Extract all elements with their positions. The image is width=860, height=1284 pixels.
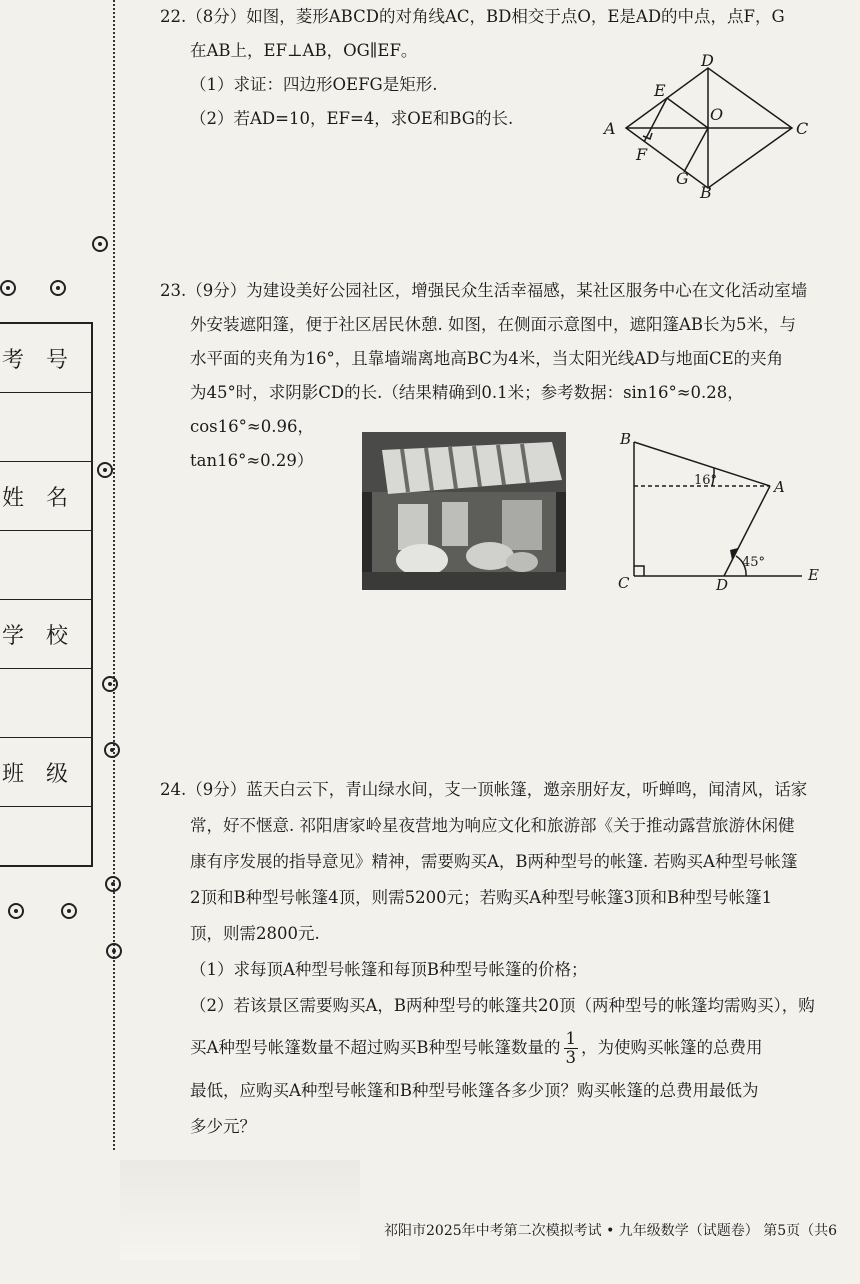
q23-line: tan16°≈0.29） (190, 451, 314, 470)
school-blank (0, 669, 91, 738)
binding-hole-icon (106, 943, 122, 959)
q23-line: 23.（9分）为建设美好公园社区，增强民众生活幸福感，某社区服务中心在文化活动室墙 (160, 281, 808, 300)
q24-part2: （2）若该景区需要购买A，B两种型号的帐篷共20顶（两种型号的帐篷均需购买），购 (190, 996, 815, 1015)
frac-denominator: 3 (565, 1048, 577, 1067)
label-f: F (636, 145, 648, 164)
label-e: E (808, 566, 819, 584)
label-d: D (716, 576, 729, 594)
q24-part2d: 多少元？ (190, 1117, 256, 1136)
q24-line: 24.（9分）蓝天白云下，青山绿水间，支一顶帐篷，邀亲朋好友，听蝉鸣，闻清风，话家 (160, 780, 808, 799)
q24-line: 常，好不惬意. 祁阳唐家岭星夜营地为响应文化和旅游部《关于推动露营旅游休闲健 (190, 816, 795, 835)
fraction-one-third (564, 1030, 579, 1067)
q24-line: 康有序发展的指导意见》精神，需要购买A，B两种型号的帐篷. 若购买A种型号帐篷 (190, 852, 798, 871)
label-d: D (701, 51, 714, 70)
segment-og (684, 128, 708, 172)
angle-45-label: 45° (742, 555, 766, 570)
class-blank (0, 807, 91, 876)
q23-line: 外安装遮阳篷，便于社区居民休憩. 如图，在侧面示意图中，遮阳篷AB长为5米，与 (190, 315, 797, 334)
q22-line: 在AB上，EF⊥AB，OG∥EF。 (190, 41, 418, 60)
binding-hole-icon (102, 676, 118, 692)
q22-line: 22.（8分）如图，菱形ABCD的对角线AC，BD相交于点O，E是AD的中点，点F，G (160, 7, 785, 26)
binding-hole-icon (50, 280, 66, 296)
segment-eo (667, 98, 708, 128)
school-field: 学校 (0, 600, 91, 669)
binding-hole-icon (61, 903, 77, 919)
label-e: E (654, 81, 666, 100)
q24-line: 顶，则需2800元. (190, 924, 320, 943)
q24-part2-line2 (160, 1030, 824, 1067)
right-angle-c (634, 566, 644, 576)
q24-part1: （1）求每顶A种型号帐篷和每顶B种型号帐篷的价格； (190, 960, 588, 979)
label-a: A (604, 119, 616, 138)
q23-line: 水平面的夹角为16°，且靠墙端离地高BC为4米，当太阳光线AD与地面CE的夹角 (190, 349, 784, 368)
q24-part2c: 最低，应购买A种型号帐篷和B种型号帐篷各多少顶？购买帐篷的总费用最低为 (190, 1081, 759, 1100)
name-blank (0, 531, 91, 600)
binding-hole-icon (105, 876, 121, 892)
student-info-box (0, 322, 93, 867)
label-g: G (676, 169, 689, 188)
binding-dotted-line (113, 0, 115, 1150)
exam-number-field: 考号 (0, 324, 91, 393)
awning-side-diagram (612, 428, 842, 596)
q24-part2b-pre: 买A种型号帐篷数量不超过购买B种型号帐篷数量的 (190, 1038, 561, 1057)
q24-part2b-post: ，为使购买帐篷的总费用 (581, 1038, 763, 1057)
q22-part2: （2）若AD=10，EF=4，求OE和BG的长. (190, 109, 514, 128)
label-b: B (700, 183, 712, 200)
q24-line: 2顶和B种型号帐篷4顶，则需5200元；若购买A种型号帐篷3顶和B种型号帐篷1 (190, 888, 773, 907)
binding-hole-icon (8, 903, 24, 919)
exam-number-blank (0, 393, 91, 462)
binding-hole-icon (97, 462, 113, 478)
binding-hole-icon (104, 742, 120, 758)
name-field: 姓名 (0, 462, 91, 531)
awning-photo (362, 432, 566, 590)
label-c: C (618, 574, 630, 592)
segment-ef (644, 98, 667, 142)
page-footer: 祁阳市2025年中考第二次模拟考试 • 九年级数学（试题卷） 第5页（共6 (384, 1223, 838, 1239)
q23-line: 为45°时，求阴影CD的长.（结果精确到0.1米；参考数据：sin16°≈0.28，cos16°≈0.96， (190, 383, 744, 436)
label-o: O (710, 105, 724, 124)
rhombus-diagram (596, 50, 816, 200)
binding-hole-icon (92, 236, 108, 252)
label-a: A (774, 478, 785, 496)
label-c: C (796, 119, 809, 138)
frac-numerator: 1 (565, 1029, 577, 1048)
scan-smudge (120, 1160, 360, 1260)
q22-part1: （1）求证：四边形OEFG是矩形. (190, 75, 438, 94)
label-b: B (620, 430, 632, 448)
angle-16-label: 16° (694, 473, 718, 488)
class-field: 班级 (0, 738, 91, 807)
question-24 (160, 772, 824, 1145)
binding-hole-icon (0, 280, 16, 296)
light-arrow-icon (730, 548, 738, 560)
